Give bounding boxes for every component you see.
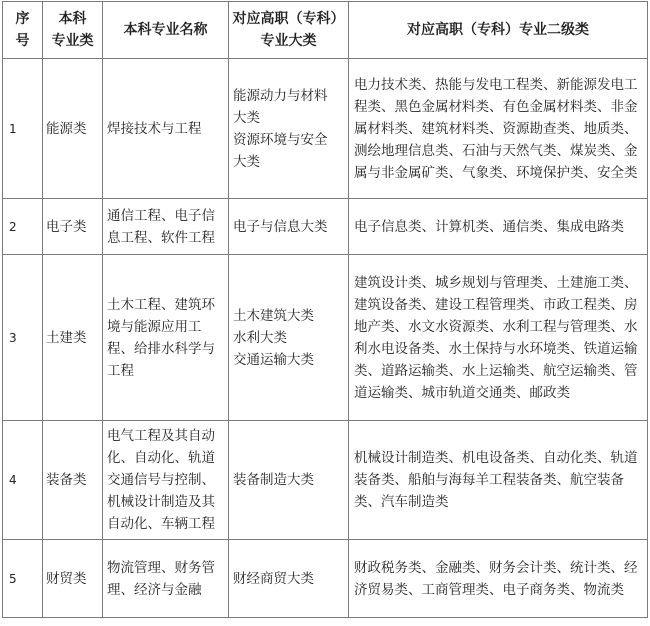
undergrad-majors: 物流管理、财务管理、经济与金融 (107, 559, 215, 598)
header-undergrad-category-label: 本科 专业类 (51, 11, 94, 49)
table-row (3, 59, 648, 199)
header-vocational-subcategories (349, 2, 648, 59)
vocational-subcategories: 机械设计制造类、机电设备类、自动化类、轨道装备类、船舶与海每羊工程装备类、航空装备类、汽车制造类 (354, 450, 638, 510)
vocational-categories-cell (229, 421, 349, 540)
header-vocational-subcategories-label: 对应高职（专科）专业二级类 (407, 22, 589, 38)
undergrad-category: 电子类 (46, 218, 87, 235)
undergrad-majors-cell (103, 540, 229, 618)
vocational-categories: 电子与信息大类 (233, 218, 328, 235)
header-undergrad-category (43, 2, 103, 59)
undergrad-majors: 土木工程、建筑环境与能源应用工程、给排水科学与工程 (107, 296, 215, 379)
header-vocational-categories-label: 对应高职（专科） 专业大类 (232, 11, 345, 49)
undergrad-category-cell (43, 199, 103, 255)
vocational-categories: 能源动力与材料 大类 资源环境与安全 大类 (233, 87, 328, 170)
undergrad-category-cell (43, 255, 103, 421)
undergrad-majors: 通信工程、电子信息工程、软件工程 (107, 207, 215, 246)
row-index: 1 (9, 121, 17, 136)
vocational-subcategories-cell (349, 255, 648, 421)
header-index (3, 2, 43, 59)
undergrad-category: 能源类 (46, 120, 87, 137)
table-row (3, 199, 648, 255)
undergrad-majors-cell (103, 59, 229, 199)
vocational-subcategories-cell (349, 59, 648, 199)
row-index: 5 (9, 571, 17, 586)
row-index-cell (3, 255, 43, 421)
vocational-subcategories-cell (349, 540, 648, 618)
vocational-categories: 财经商贸大类 (233, 570, 314, 587)
header-undergrad-majors (103, 2, 229, 59)
undergrad-majors-cell (103, 421, 229, 540)
undergrad-category: 财贸类 (46, 570, 87, 587)
vocational-categories-cell (229, 540, 349, 618)
undergrad-category-cell (43, 421, 103, 540)
row-index-cell (3, 540, 43, 618)
vocational-categories: 土木建筑大类 水利大类 交通运输大类 (233, 307, 314, 368)
table-row (3, 540, 648, 618)
vocational-subcategories: 建筑设计类、城乡规划与管理类、土建施工类、建筑设备类、建设工程管理类、市政工程类、房地产类、水文水资源类、水利工程与管理类、水利水电设备类、水土保持与水环境类、铁道运输类、道路运输类、水上运输类、航空运输类、管道运输类、城市轨道交通类、邮政类 (354, 274, 638, 401)
header-row (3, 2, 648, 59)
row-index: 3 (9, 330, 17, 345)
header-vocational-categories (229, 2, 349, 59)
row-index-cell (3, 421, 43, 540)
undergrad-majors: 电气工程及其自动化、自动化、轨道交通信号与控制、机械设计制造及其自动化、车辆工程 (107, 428, 215, 532)
vocational-categories: 装备制造大类 (233, 472, 314, 488)
header-undergrad-majors-label: 本科专业名称 (123, 22, 208, 38)
row-index: 2 (9, 219, 17, 234)
vocational-categories-cell (229, 255, 349, 421)
vocational-categories-cell (229, 199, 349, 255)
row-index-cell (3, 199, 43, 255)
undergrad-majors-cell (103, 199, 229, 255)
row-index-cell (3, 59, 43, 199)
vocational-subcategories-cell (349, 199, 648, 255)
row-index: 4 (9, 473, 17, 487)
undergrad-category: 土建类 (46, 329, 87, 346)
undergrad-majors-cell (103, 255, 229, 421)
vocational-categories-cell (229, 59, 349, 199)
header-index-label: 序 号 (15, 11, 30, 49)
table-row (3, 421, 648, 540)
vocational-subcategories: 电力技术类、热能与发电工程类、新能源发电工程类、黑色金属材料类、有色金属材料类、非金属材料类、建筑材料类、资源勘查类、地质类、测绘地理信息类、石油与天然气类、煤炭类、金属与非金属矿类、气象类、环境保护类、安全类 (354, 76, 638, 181)
undergrad-category-cell (43, 59, 103, 199)
major-mapping-table (2, 1, 648, 618)
undergrad-category-cell (43, 540, 103, 618)
table-row (3, 255, 648, 421)
vocational-subcategories: 财政税务类、金融类、财务会计类、统计类、经济贸易类、工商管理类、电子商务类、物流类 (354, 559, 638, 598)
undergrad-category: 装备类 (46, 472, 87, 488)
vocational-subcategories: 电子信息类、计算机类、通信类、集成电路类 (354, 218, 624, 235)
undergrad-majors: 焊接技术与工程 (107, 120, 202, 137)
vocational-subcategories-cell (349, 421, 648, 540)
